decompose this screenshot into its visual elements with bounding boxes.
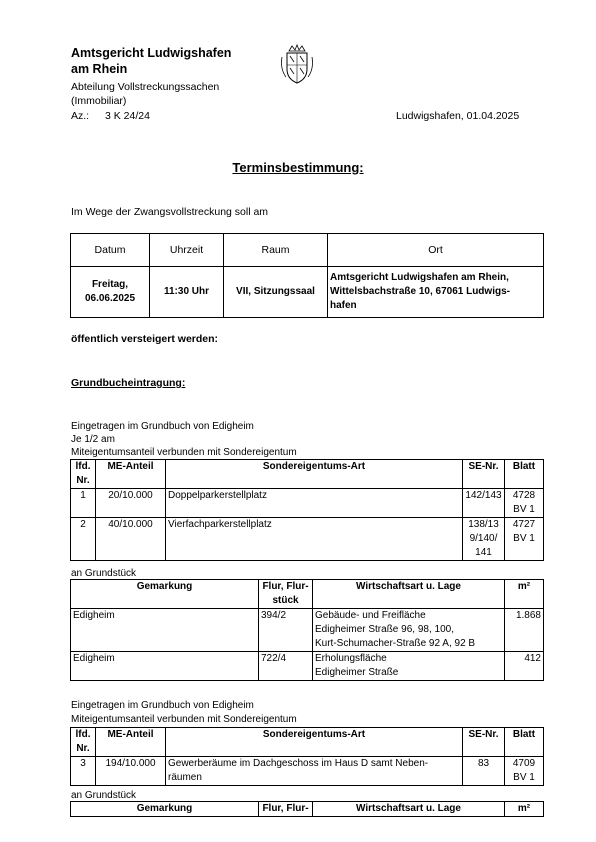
col-lfd: lfd. Nr. — [71, 728, 96, 757]
col-art: Sondereigentums-Art — [166, 460, 463, 489]
table-row: 2 40/10.000 Vierfachparkerstellplatz 138/13 9/140/ 141 4727 BV 1 — [71, 518, 544, 561]
block1-line: Je 1/2 am — [71, 434, 115, 445]
col-m2: m² — [505, 580, 544, 609]
appointment-place: Amtsgericht Ludwigshafen am Rhein, Wittelsbachstraße 10, 67061 Ludwigs- hafen — [328, 267, 544, 318]
block2-line: Miteigentumsanteil verbunden mit Sondereigentum — [71, 714, 297, 725]
table-row: 1 20/10.000 Doppelparkerstellplatz 142/143 4728 BV 1 — [71, 489, 544, 518]
auction-text: öffentlich versteigert werden: — [71, 333, 219, 345]
col-wirtschaftsart: Wirtschaftsart u. Lage — [313, 802, 505, 817]
col-me: ME-Anteil — [96, 460, 166, 489]
col-se: SE-Nr. — [463, 460, 505, 489]
col-se: SE-Nr. — [463, 728, 505, 757]
se-table-1 — [70, 459, 544, 561]
block2-line: Eingetragen im Grundbuch von Edigheim — [71, 700, 254, 711]
intro-text: Im Wege der Zwangsvollstreckung soll am — [71, 206, 269, 218]
appointment-time: 11:30 Uhr — [150, 267, 224, 318]
col-blatt: Blatt — [505, 460, 544, 489]
department: Abteilung Vollstreckungssachen (Immobiliar) — [71, 81, 220, 107]
court-name: Amtsgericht Ludwigshafen am Rhein — [71, 46, 232, 76]
col-flur: Flur, Flur- stück — [259, 580, 313, 609]
page-title: Terminsbestimmung: — [232, 160, 364, 175]
col-wirtschaftsart: Wirtschaftsart u. Lage — [313, 580, 505, 609]
appointment-date: Freitag, 06.06.2025 — [71, 267, 150, 318]
table-row: Edigheim 722/4 Erholungsfläche Edigheimer Straße 412 — [71, 652, 544, 681]
se-table-2 — [70, 727, 544, 786]
col-art: Sondereigentums-Art — [166, 728, 463, 757]
header-place: Ort — [328, 234, 544, 267]
block1-line: Miteigentumsanteil verbunden mit Sondereigentum — [71, 447, 297, 458]
coat-of-arms-icon — [279, 43, 315, 85]
col-blatt: Blatt — [505, 728, 544, 757]
land-table-2 — [70, 801, 544, 817]
appointment-room: VII, Sitzungssaal — [224, 267, 328, 318]
col-me: ME-Anteil — [96, 728, 166, 757]
table-row: 3 194/10.000 Gewerberäume im Dachgeschoss im Haus D samt Neben- räumen 83 4709 BV 1 — [71, 757, 544, 786]
land-table-1 — [70, 579, 544, 681]
col-gemarkung: Gemarkung — [71, 580, 259, 609]
appointment-table — [70, 233, 544, 318]
col-gemarkung: Gemarkung — [71, 802, 259, 817]
col-lfd: lfd. Nr. — [71, 460, 96, 489]
block1-line: Eingetragen im Grundbuch von Edigheim — [71, 421, 254, 432]
col-flur: Flur, Flur- — [259, 802, 313, 817]
col-m2: m² — [505, 802, 544, 817]
grundstueck-label: an Grundstück — [71, 568, 137, 579]
file-number: Az.: 3 K 24/24 — [71, 110, 150, 122]
place-date: Ludwigshafen, 01.04.2025 — [396, 110, 520, 122]
grundstueck-label: an Grundstück — [71, 790, 137, 801]
section-title: Grundbucheintragung: — [71, 377, 186, 389]
header-time: Uhrzeit — [150, 234, 224, 267]
header-room: Raum — [224, 234, 328, 267]
table-row: Edigheim 394/2 Gebäude- und Freifläche Edigheimer Straße 96, 98, 100, Kurt-Schumacher-Straße 92 A, 92 B 1.868 — [71, 609, 544, 652]
header-date: Datum — [71, 234, 150, 267]
